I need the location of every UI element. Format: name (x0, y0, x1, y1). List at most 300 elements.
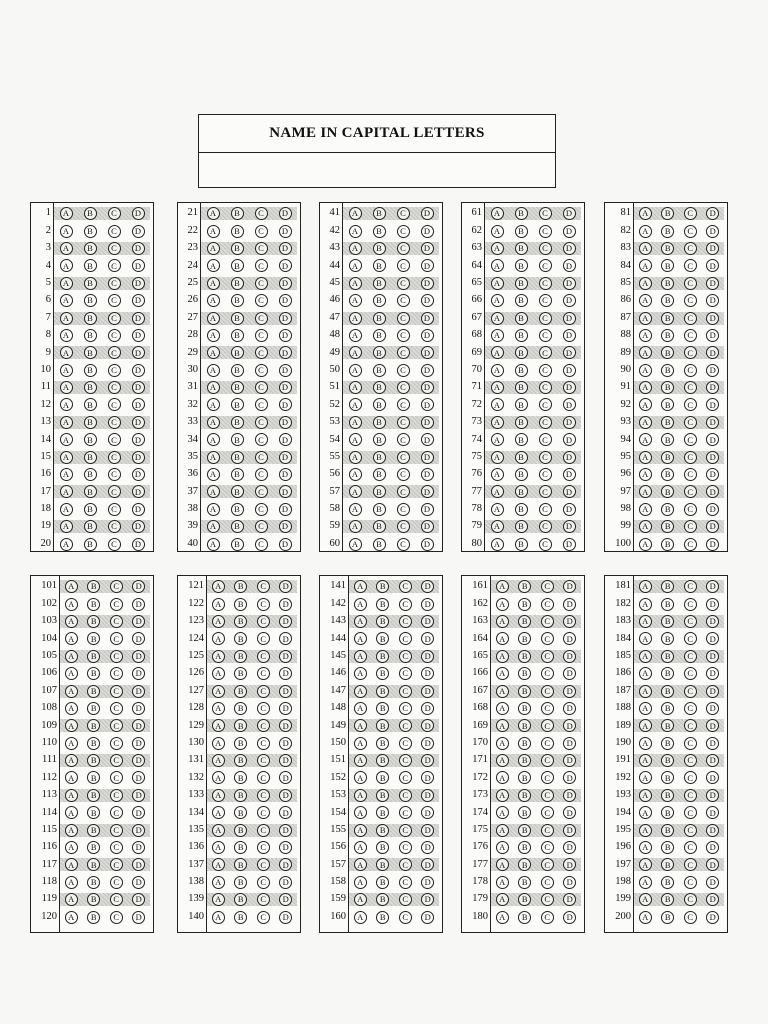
answer-bubble-b[interactable]: B (515, 433, 528, 446)
answer-bubble-c[interactable]: C (539, 346, 552, 359)
answer-bubble-d[interactable]: D (706, 685, 719, 698)
answer-bubble-c[interactable]: C (684, 632, 697, 645)
answer-bubble-d[interactable]: D (421, 381, 434, 394)
answer-bubble-a[interactable]: A (65, 806, 78, 819)
answer-bubble-d[interactable]: D (706, 538, 719, 551)
answer-bubble-c[interactable]: C (255, 294, 268, 307)
answer-bubble-b[interactable]: B (231, 538, 244, 551)
answer-bubble-b[interactable]: B (234, 754, 247, 767)
answer-bubble-c[interactable]: C (110, 754, 123, 767)
answer-bubble-d[interactable]: D (706, 277, 719, 290)
answer-bubble-b[interactable]: B (376, 737, 389, 750)
answer-bubble-c[interactable]: C (399, 737, 412, 750)
answer-bubble-b[interactable]: B (661, 346, 674, 359)
answer-bubble-b[interactable]: B (376, 771, 389, 784)
answer-bubble-c[interactable]: C (541, 615, 554, 628)
answer-bubble-d[interactable]: D (132, 277, 145, 290)
answer-bubble-d[interactable]: D (563, 806, 576, 819)
answer-bubble-c[interactable]: C (539, 485, 552, 498)
answer-bubble-c[interactable]: C (684, 893, 697, 906)
answer-bubble-b[interactable]: B (515, 364, 528, 377)
answer-bubble-a[interactable]: A (496, 841, 509, 854)
answer-bubble-a[interactable]: A (60, 538, 73, 551)
answer-bubble-b[interactable]: B (231, 520, 244, 533)
answer-bubble-d[interactable]: D (421, 451, 434, 464)
answer-bubble-d[interactable]: D (421, 911, 434, 924)
answer-bubble-c[interactable]: C (684, 538, 697, 551)
answer-bubble-d[interactable]: D (563, 364, 576, 377)
answer-bubble-d[interactable]: D (706, 806, 719, 819)
answer-bubble-b[interactable]: B (518, 806, 531, 819)
answer-bubble-d[interactable]: D (563, 598, 576, 611)
answer-bubble-b[interactable]: B (84, 312, 97, 325)
answer-bubble-c[interactable]: C (397, 398, 410, 411)
answer-bubble-b[interactable]: B (84, 329, 97, 342)
answer-bubble-b[interactable]: B (661, 598, 674, 611)
answer-bubble-a[interactable]: A (639, 911, 652, 924)
answer-bubble-a[interactable]: A (65, 685, 78, 698)
answer-bubble-b[interactable]: B (376, 667, 389, 680)
answer-bubble-c[interactable]: C (541, 719, 554, 732)
answer-bubble-d[interactable]: D (132, 416, 145, 429)
answer-bubble-c[interactable]: C (539, 381, 552, 394)
answer-bubble-b[interactable]: B (231, 364, 244, 377)
answer-bubble-c[interactable]: C (108, 329, 121, 342)
answer-bubble-a[interactable]: A (491, 277, 504, 290)
answer-bubble-d[interactable]: D (421, 538, 434, 551)
answer-bubble-c[interactable]: C (684, 598, 697, 611)
answer-bubble-d[interactable]: D (279, 911, 292, 924)
answer-bubble-c[interactable]: C (684, 468, 697, 481)
answer-bubble-c[interactable]: C (108, 277, 121, 290)
answer-bubble-a[interactable]: A (212, 876, 225, 889)
answer-bubble-b[interactable]: B (376, 789, 389, 802)
answer-bubble-a[interactable]: A (354, 632, 367, 645)
answer-bubble-c[interactable]: C (257, 650, 270, 663)
answer-bubble-d[interactable]: D (706, 650, 719, 663)
answer-bubble-b[interactable]: B (661, 876, 674, 889)
answer-bubble-c[interactable]: C (399, 667, 412, 680)
answer-bubble-d[interactable]: D (421, 346, 434, 359)
answer-bubble-c[interactable]: C (399, 685, 412, 698)
answer-bubble-c[interactable]: C (257, 667, 270, 680)
answer-bubble-d[interactable]: D (563, 259, 576, 272)
answer-bubble-b[interactable]: B (661, 911, 674, 924)
answer-bubble-a[interactable]: A (639, 598, 652, 611)
answer-bubble-c[interactable]: C (399, 841, 412, 854)
answer-bubble-b[interactable]: B (231, 433, 244, 446)
answer-bubble-b[interactable]: B (515, 329, 528, 342)
answer-bubble-c[interactable]: C (397, 433, 410, 446)
answer-bubble-b[interactable]: B (234, 858, 247, 871)
answer-bubble-a[interactable]: A (207, 277, 220, 290)
answer-bubble-d[interactable]: D (279, 225, 292, 238)
answer-bubble-c[interactable]: C (257, 598, 270, 611)
answer-bubble-b[interactable]: B (518, 771, 531, 784)
answer-bubble-a[interactable]: A (639, 893, 652, 906)
answer-bubble-c[interactable]: C (397, 329, 410, 342)
answer-bubble-d[interactable]: D (279, 615, 292, 628)
answer-bubble-a[interactable]: A (496, 719, 509, 732)
answer-bubble-d[interactable]: D (279, 876, 292, 889)
answer-bubble-b[interactable]: B (515, 468, 528, 481)
answer-bubble-d[interactable]: D (279, 242, 292, 255)
answer-bubble-d[interactable]: D (706, 876, 719, 889)
answer-bubble-a[interactable]: A (639, 702, 652, 715)
answer-bubble-b[interactable]: B (518, 632, 531, 645)
answer-bubble-d[interactable]: D (421, 841, 434, 854)
answer-bubble-c[interactable]: C (108, 416, 121, 429)
answer-bubble-d[interactable]: D (279, 893, 292, 906)
answer-bubble-c[interactable]: C (397, 503, 410, 516)
answer-bubble-a[interactable]: A (491, 225, 504, 238)
answer-bubble-d[interactable]: D (421, 398, 434, 411)
answer-bubble-b[interactable]: B (376, 858, 389, 871)
answer-bubble-c[interactable]: C (399, 754, 412, 767)
answer-bubble-a[interactable]: A (354, 841, 367, 854)
answer-bubble-d[interactable]: D (279, 520, 292, 533)
answer-bubble-d[interactable]: D (706, 294, 719, 307)
answer-bubble-c[interactable]: C (257, 911, 270, 924)
answer-bubble-a[interactable]: A (639, 858, 652, 871)
answer-bubble-c[interactable]: C (110, 580, 123, 593)
answer-bubble-b[interactable]: B (373, 520, 386, 533)
answer-bubble-c[interactable]: C (397, 451, 410, 464)
answer-bubble-d[interactable]: D (706, 485, 719, 498)
answer-bubble-d[interactable]: D (279, 789, 292, 802)
answer-bubble-c[interactable]: C (110, 737, 123, 750)
answer-bubble-c[interactable]: C (108, 346, 121, 359)
answer-bubble-a[interactable]: A (65, 893, 78, 906)
answer-bubble-c[interactable]: C (255, 538, 268, 551)
answer-bubble-a[interactable]: A (349, 225, 362, 238)
answer-bubble-a[interactable]: A (354, 893, 367, 906)
answer-bubble-c[interactable]: C (539, 225, 552, 238)
answer-bubble-c[interactable]: C (684, 754, 697, 767)
answer-bubble-d[interactable]: D (132, 650, 145, 663)
answer-bubble-b[interactable]: B (661, 242, 674, 255)
answer-bubble-d[interactable]: D (132, 911, 145, 924)
answer-bubble-b[interactable]: B (661, 806, 674, 819)
answer-bubble-d[interactable]: D (279, 259, 292, 272)
answer-bubble-a[interactable]: A (491, 538, 504, 551)
answer-bubble-a[interactable]: A (496, 754, 509, 767)
answer-bubble-c[interactable]: C (257, 824, 270, 837)
name-field[interactable] (199, 153, 555, 188)
answer-bubble-c[interactable]: C (397, 520, 410, 533)
answer-bubble-c[interactable]: C (255, 242, 268, 255)
answer-bubble-c[interactable]: C (539, 277, 552, 290)
answer-bubble-a[interactable]: A (491, 520, 504, 533)
answer-bubble-d[interactable]: D (132, 346, 145, 359)
answer-bubble-b[interactable]: B (87, 632, 100, 645)
answer-bubble-d[interactable]: D (279, 329, 292, 342)
answer-bubble-b[interactable]: B (661, 771, 674, 784)
answer-bubble-b[interactable]: B (661, 538, 674, 551)
answer-bubble-a[interactable]: A (212, 719, 225, 732)
answer-bubble-d[interactable]: D (421, 702, 434, 715)
answer-bubble-b[interactable]: B (87, 598, 100, 611)
answer-bubble-d[interactable]: D (706, 329, 719, 342)
answer-bubble-a[interactable]: A (349, 451, 362, 464)
answer-bubble-b[interactable]: B (373, 468, 386, 481)
answer-bubble-c[interactable]: C (541, 911, 554, 924)
answer-bubble-d[interactable]: D (706, 364, 719, 377)
answer-bubble-c[interactable]: C (539, 207, 552, 220)
answer-bubble-a[interactable]: A (207, 416, 220, 429)
answer-bubble-d[interactable]: D (563, 858, 576, 871)
answer-bubble-a[interactable]: A (349, 416, 362, 429)
answer-bubble-b[interactable]: B (84, 398, 97, 411)
answer-bubble-b[interactable]: B (84, 503, 97, 516)
answer-bubble-c[interactable]: C (110, 789, 123, 802)
answer-bubble-a[interactable]: A (60, 207, 73, 220)
answer-bubble-d[interactable]: D (132, 615, 145, 628)
answer-bubble-c[interactable]: C (539, 503, 552, 516)
answer-bubble-b[interactable]: B (376, 598, 389, 611)
answer-bubble-b[interactable]: B (231, 294, 244, 307)
answer-bubble-d[interactable]: D (279, 632, 292, 645)
answer-bubble-a[interactable]: A (65, 667, 78, 680)
answer-bubble-d[interactable]: D (706, 451, 719, 464)
answer-bubble-a[interactable]: A (496, 771, 509, 784)
answer-bubble-a[interactable]: A (212, 806, 225, 819)
answer-bubble-c[interactable]: C (541, 580, 554, 593)
answer-bubble-a[interactable]: A (491, 207, 504, 220)
answer-bubble-d[interactable]: D (132, 737, 145, 750)
answer-bubble-a[interactable]: A (349, 207, 362, 220)
answer-bubble-c[interactable]: C (110, 632, 123, 645)
answer-bubble-d[interactable]: D (132, 789, 145, 802)
answer-bubble-d[interactable]: D (421, 893, 434, 906)
answer-bubble-c[interactable]: C (257, 858, 270, 871)
answer-bubble-c[interactable]: C (108, 538, 121, 551)
answer-bubble-b[interactable]: B (231, 503, 244, 516)
answer-bubble-d[interactable]: D (421, 242, 434, 255)
answer-bubble-a[interactable]: A (639, 667, 652, 680)
answer-bubble-a[interactable]: A (60, 294, 73, 307)
answer-bubble-a[interactable]: A (491, 433, 504, 446)
answer-bubble-b[interactable]: B (518, 685, 531, 698)
answer-bubble-b[interactable]: B (376, 632, 389, 645)
answer-bubble-c[interactable]: C (257, 632, 270, 645)
answer-bubble-b[interactable]: B (234, 806, 247, 819)
answer-bubble-d[interactable]: D (421, 520, 434, 533)
answer-bubble-c[interactable]: C (684, 685, 697, 698)
answer-bubble-a[interactable]: A (491, 468, 504, 481)
answer-bubble-d[interactable]: D (279, 485, 292, 498)
answer-bubble-c[interactable]: C (539, 364, 552, 377)
answer-bubble-b[interactable]: B (373, 242, 386, 255)
answer-bubble-d[interactable]: D (421, 806, 434, 819)
answer-bubble-c[interactable]: C (539, 468, 552, 481)
answer-bubble-b[interactable]: B (231, 312, 244, 325)
answer-bubble-b[interactable]: B (376, 754, 389, 767)
answer-bubble-b[interactable]: B (518, 911, 531, 924)
answer-bubble-a[interactable]: A (212, 841, 225, 854)
answer-bubble-a[interactable]: A (354, 737, 367, 750)
answer-bubble-d[interactable]: D (132, 259, 145, 272)
answer-bubble-d[interactable]: D (279, 207, 292, 220)
answer-bubble-b[interactable]: B (231, 346, 244, 359)
answer-bubble-d[interactable]: D (421, 485, 434, 498)
answer-bubble-b[interactable]: B (84, 381, 97, 394)
answer-bubble-b[interactable]: B (376, 685, 389, 698)
answer-bubble-a[interactable]: A (207, 398, 220, 411)
answer-bubble-c[interactable]: C (684, 806, 697, 819)
answer-bubble-c[interactable]: C (110, 824, 123, 837)
answer-bubble-c[interactable]: C (110, 806, 123, 819)
answer-bubble-b[interactable]: B (518, 702, 531, 715)
answer-bubble-d[interactable]: D (563, 207, 576, 220)
answer-bubble-c[interactable]: C (108, 294, 121, 307)
answer-bubble-c[interactable]: C (539, 416, 552, 429)
answer-bubble-c[interactable]: C (108, 520, 121, 533)
answer-bubble-b[interactable]: B (515, 485, 528, 498)
answer-bubble-b[interactable]: B (373, 416, 386, 429)
answer-bubble-b[interactable]: B (373, 451, 386, 464)
answer-bubble-d[interactable]: D (132, 520, 145, 533)
answer-bubble-d[interactable]: D (706, 207, 719, 220)
answer-bubble-b[interactable]: B (661, 754, 674, 767)
answer-bubble-b[interactable]: B (518, 841, 531, 854)
answer-bubble-d[interactable]: D (563, 346, 576, 359)
answer-bubble-d[interactable]: D (706, 737, 719, 750)
answer-bubble-d[interactable]: D (563, 416, 576, 429)
answer-bubble-d[interactable]: D (563, 632, 576, 645)
answer-bubble-b[interactable]: B (84, 485, 97, 498)
answer-bubble-a[interactable]: A (496, 911, 509, 924)
answer-bubble-b[interactable]: B (515, 312, 528, 325)
answer-bubble-c[interactable]: C (110, 667, 123, 680)
answer-bubble-a[interactable]: A (349, 468, 362, 481)
answer-bubble-d[interactable]: D (421, 468, 434, 481)
answer-bubble-a[interactable]: A (639, 771, 652, 784)
answer-bubble-b[interactable]: B (661, 207, 674, 220)
answer-bubble-b[interactable]: B (661, 329, 674, 342)
answer-bubble-b[interactable]: B (84, 242, 97, 255)
answer-bubble-b[interactable]: B (234, 876, 247, 889)
answer-bubble-c[interactable]: C (110, 911, 123, 924)
answer-bubble-b[interactable]: B (234, 771, 247, 784)
answer-bubble-d[interactable]: D (279, 277, 292, 290)
answer-bubble-c[interactable]: C (397, 538, 410, 551)
answer-bubble-d[interactable]: D (706, 771, 719, 784)
answer-bubble-a[interactable]: A (212, 615, 225, 628)
answer-bubble-c[interactable]: C (255, 225, 268, 238)
answer-bubble-c[interactable]: C (255, 503, 268, 516)
answer-bubble-d[interactable]: D (421, 598, 434, 611)
answer-bubble-b[interactable]: B (661, 398, 674, 411)
answer-bubble-d[interactable]: D (132, 503, 145, 516)
answer-bubble-c[interactable]: C (684, 719, 697, 732)
answer-bubble-c[interactable]: C (255, 312, 268, 325)
answer-bubble-c[interactable]: C (110, 841, 123, 854)
answer-bubble-d[interactable]: D (706, 598, 719, 611)
answer-bubble-c[interactable]: C (255, 259, 268, 272)
answer-bubble-d[interactable]: D (132, 719, 145, 732)
answer-bubble-a[interactable]: A (207, 520, 220, 533)
answer-bubble-c[interactable]: C (255, 207, 268, 220)
answer-bubble-b[interactable]: B (373, 346, 386, 359)
answer-bubble-a[interactable]: A (639, 259, 652, 272)
answer-bubble-d[interactable]: D (279, 754, 292, 767)
answer-bubble-d[interactable]: D (132, 806, 145, 819)
answer-bubble-a[interactable]: A (354, 789, 367, 802)
answer-bubble-d[interactable]: D (132, 667, 145, 680)
answer-bubble-a[interactable]: A (212, 650, 225, 663)
answer-bubble-a[interactable]: A (496, 702, 509, 715)
answer-bubble-a[interactable]: A (212, 789, 225, 802)
answer-bubble-c[interactable]: C (541, 667, 554, 680)
answer-bubble-c[interactable]: C (108, 225, 121, 238)
answer-bubble-c[interactable]: C (257, 789, 270, 802)
answer-bubble-c[interactable]: C (255, 520, 268, 533)
answer-bubble-b[interactable]: B (87, 667, 100, 680)
answer-bubble-c[interactable]: C (399, 806, 412, 819)
answer-bubble-b[interactable]: B (376, 911, 389, 924)
answer-bubble-a[interactable]: A (491, 503, 504, 516)
answer-bubble-c[interactable]: C (110, 702, 123, 715)
answer-bubble-b[interactable]: B (373, 329, 386, 342)
answer-bubble-b[interactable]: B (87, 824, 100, 837)
answer-bubble-c[interactable]: C (255, 433, 268, 446)
answer-bubble-c[interactable]: C (684, 841, 697, 854)
answer-bubble-a[interactable]: A (207, 329, 220, 342)
answer-bubble-a[interactable]: A (207, 207, 220, 220)
answer-bubble-b[interactable]: B (518, 667, 531, 680)
answer-bubble-b[interactable]: B (234, 719, 247, 732)
answer-bubble-c[interactable]: C (684, 911, 697, 924)
answer-bubble-c[interactable]: C (399, 580, 412, 593)
answer-bubble-a[interactable]: A (65, 771, 78, 784)
answer-bubble-a[interactable]: A (60, 225, 73, 238)
answer-bubble-c[interactable]: C (684, 858, 697, 871)
answer-bubble-b[interactable]: B (515, 538, 528, 551)
answer-bubble-a[interactable]: A (491, 329, 504, 342)
answer-bubble-a[interactable]: A (207, 225, 220, 238)
answer-bubble-d[interactable]: D (279, 294, 292, 307)
answer-bubble-d[interactable]: D (279, 433, 292, 446)
answer-bubble-b[interactable]: B (231, 485, 244, 498)
answer-bubble-a[interactable]: A (491, 485, 504, 498)
answer-bubble-d[interactable]: D (421, 225, 434, 238)
answer-bubble-a[interactable]: A (639, 719, 652, 732)
answer-bubble-b[interactable]: B (84, 451, 97, 464)
answer-bubble-c[interactable]: C (399, 789, 412, 802)
answer-bubble-a[interactable]: A (349, 433, 362, 446)
answer-bubble-b[interactable]: B (661, 667, 674, 680)
answer-bubble-a[interactable]: A (349, 259, 362, 272)
answer-bubble-b[interactable]: B (661, 259, 674, 272)
answer-bubble-d[interactable]: D (132, 876, 145, 889)
answer-bubble-c[interactable]: C (541, 824, 554, 837)
answer-bubble-b[interactable]: B (518, 737, 531, 750)
answer-bubble-b[interactable]: B (231, 451, 244, 464)
answer-bubble-d[interactable]: D (279, 737, 292, 750)
answer-bubble-b[interactable]: B (234, 702, 247, 715)
answer-bubble-b[interactable]: B (231, 242, 244, 255)
answer-bubble-c[interactable]: C (684, 451, 697, 464)
answer-bubble-d[interactable]: D (132, 225, 145, 238)
answer-bubble-b[interactable]: B (515, 451, 528, 464)
answer-bubble-c[interactable]: C (541, 789, 554, 802)
answer-bubble-c[interactable]: C (399, 824, 412, 837)
answer-bubble-b[interactable]: B (661, 580, 674, 593)
answer-bubble-a[interactable]: A (212, 911, 225, 924)
answer-bubble-d[interactable]: D (421, 667, 434, 680)
answer-bubble-b[interactable]: B (515, 346, 528, 359)
